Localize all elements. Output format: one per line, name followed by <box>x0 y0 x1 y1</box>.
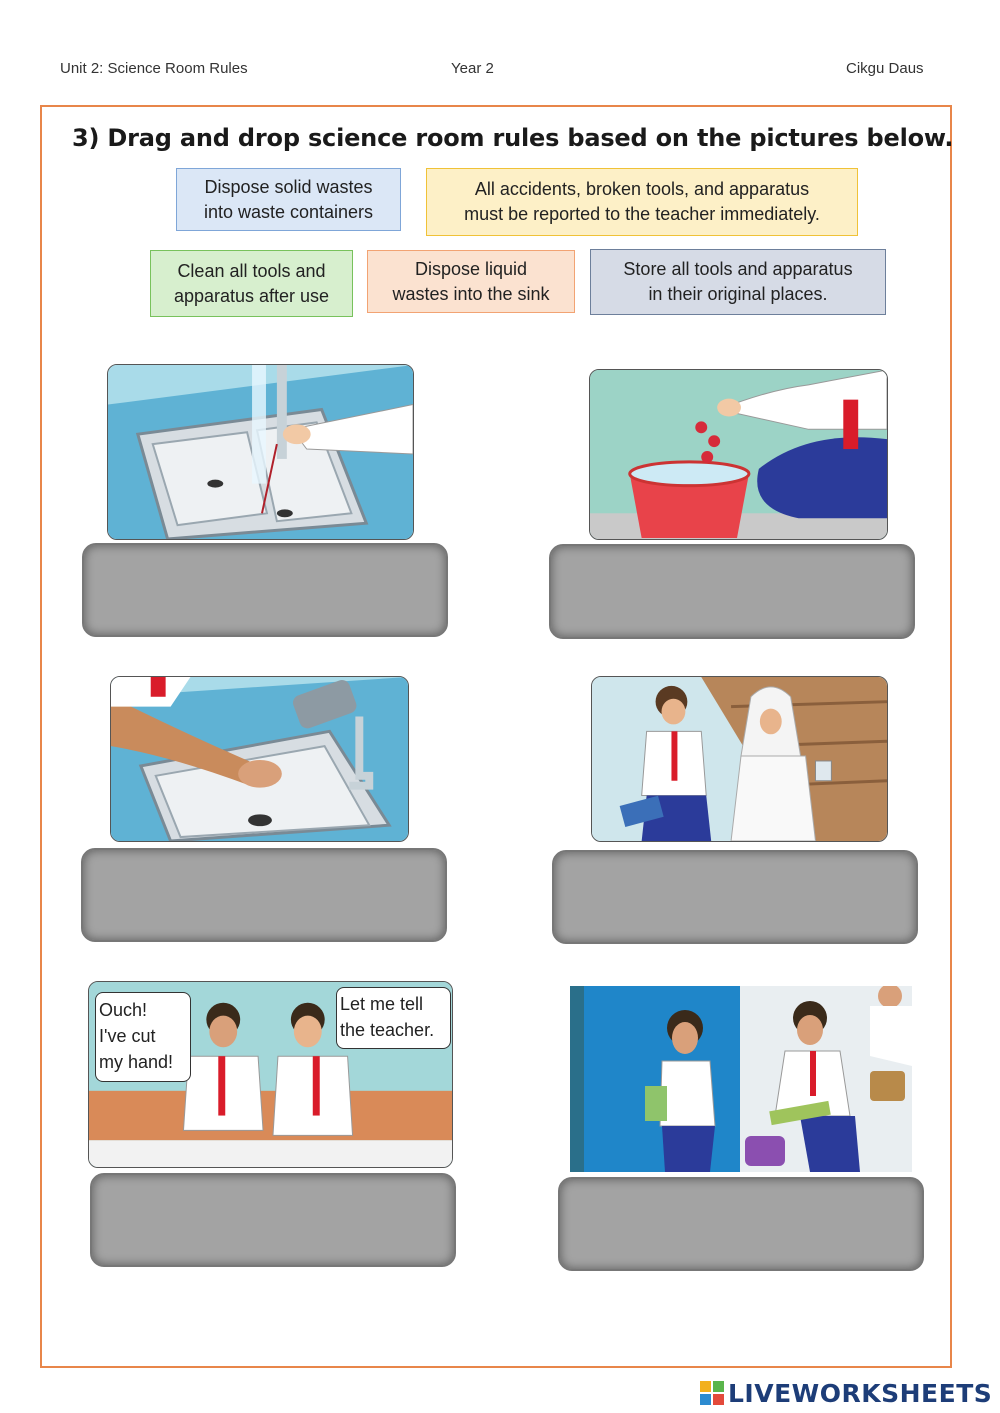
card-dispose-liquid[interactable]: Dispose liquid wastes into the sink <box>367 250 575 313</box>
picture-accident <box>88 981 453 1168</box>
liveworksheets-logo-icon <box>700 1381 724 1405</box>
card-dispose-solid[interactable]: Dispose solid wastes into waste containers <box>176 168 401 231</box>
drop-zone-6[interactable] <box>558 1177 924 1271</box>
picture-storing <box>591 676 888 842</box>
drop-zone-1[interactable] <box>82 543 448 637</box>
picture-sink-liquid <box>107 364 414 540</box>
unit-title: Unit 2: Science Room Rules <box>60 60 248 77</box>
speech-bubble-teacher: Let me tell the teacher. <box>336 987 451 1049</box>
author-label: Cikgu Daus <box>846 60 924 77</box>
picture-cleaning <box>110 676 409 842</box>
drop-zone-4[interactable] <box>552 850 918 944</box>
drop-zone-5[interactable] <box>90 1173 456 1267</box>
question-title: 3) Drag and drop science room rules based on the pictures below. <box>72 124 954 152</box>
brand-footer <box>700 1378 992 1408</box>
drop-zone-2[interactable] <box>549 544 915 639</box>
picture-students-bags <box>570 986 912 1172</box>
year-label: Year 2 <box>451 60 494 77</box>
card-report-accidents[interactable]: All accidents, broken tools, and apparatus must be reported to the teacher immediately. <box>426 168 858 236</box>
brand-name: LIVEWORKSHEETS <box>728 1378 993 1408</box>
drop-zone-3[interactable] <box>81 848 447 942</box>
card-store-tools[interactable]: Store all tools and apparatus in their original places. <box>590 249 886 315</box>
card-clean-tools[interactable]: Clean all tools and apparatus after use <box>150 250 353 317</box>
picture-solid-waste <box>589 369 888 540</box>
speech-bubble-ouch: Ouch! I've cut my hand! <box>95 992 191 1082</box>
